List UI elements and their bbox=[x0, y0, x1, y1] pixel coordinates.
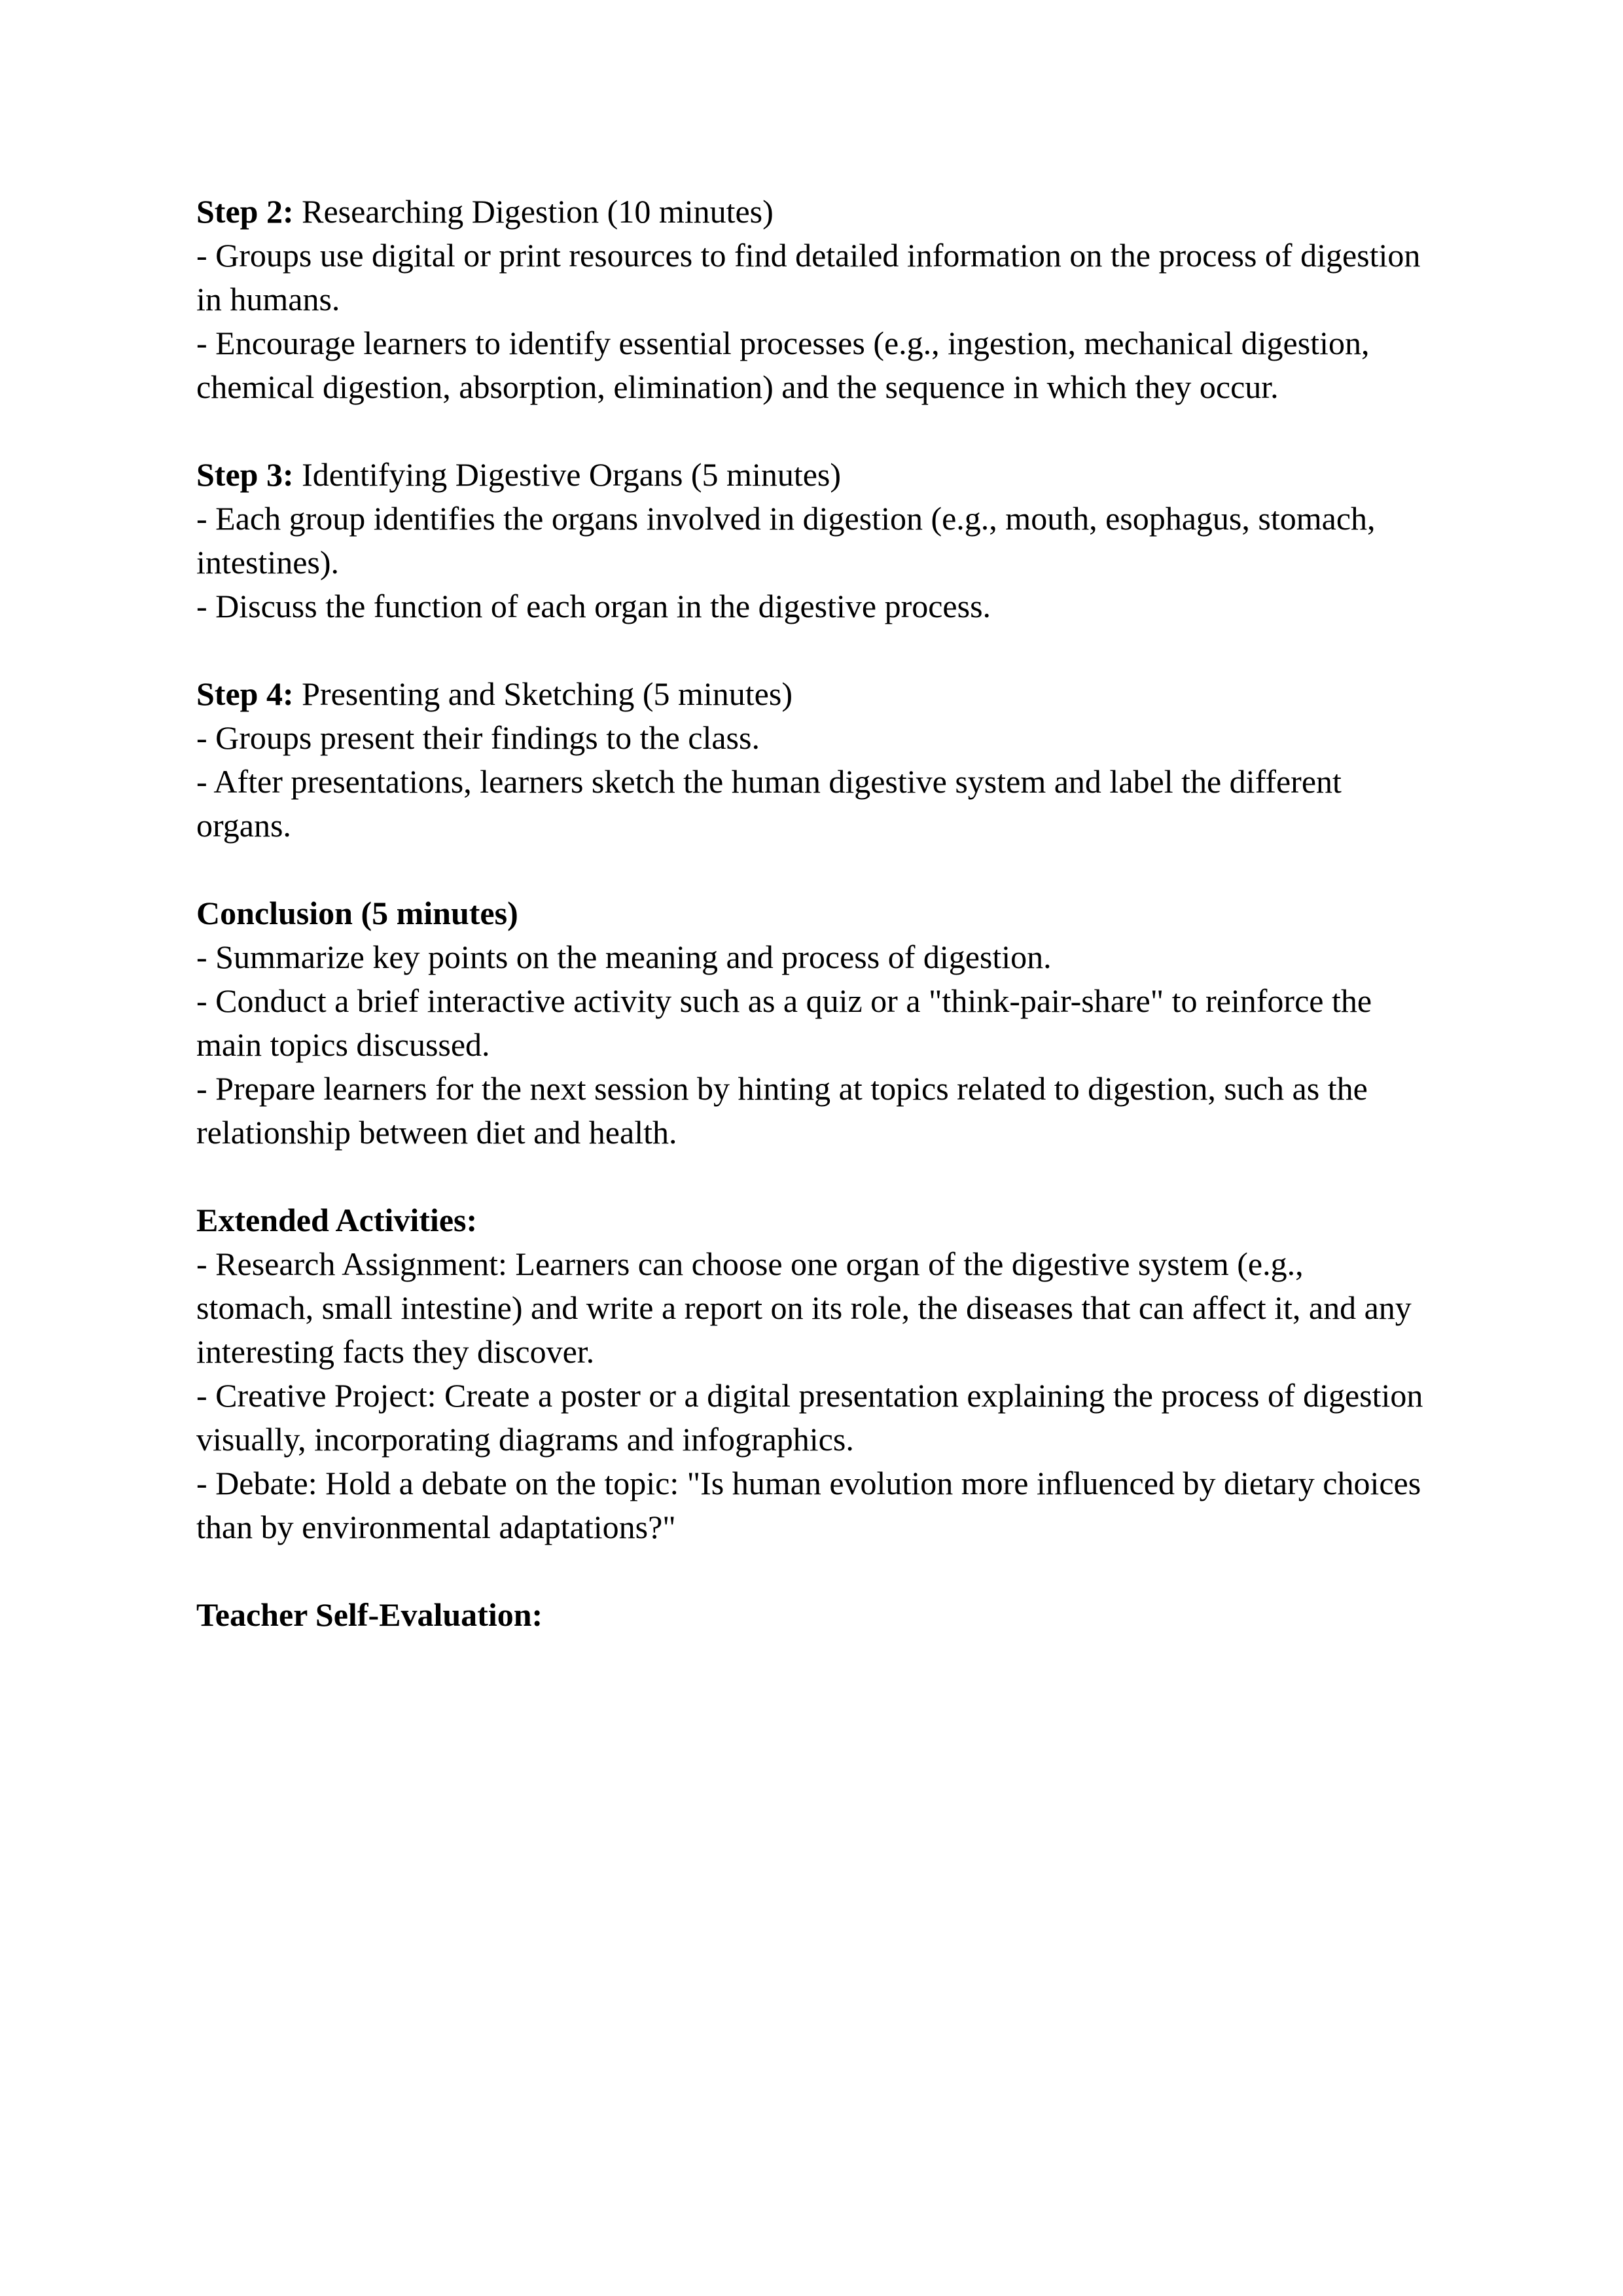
heading-bold-label: Step 2: bbox=[196, 193, 294, 230]
bullet-line: - Summarize key points on the meaning and process of digestion. bbox=[196, 939, 1052, 975]
heading-bold-label: Extended Activities: bbox=[196, 1202, 478, 1238]
bullet-line: - Groups present their findings to the class. bbox=[196, 719, 760, 756]
section-step-2 bbox=[196, 190, 1427, 409]
bullet-line: - Debate: Hold a debate on the topic: "Is human evolution more influenced by dietary choices than by environmental adaptations?" bbox=[196, 1465, 1421, 1545]
bullet-line: - After presentations, learners sketch the human digestive system and label the different organs. bbox=[196, 763, 1342, 844]
bullet-line: - Creative Project: Create a poster or a digital presentation explaining the process of digestion visually, incorporating diagrams and infographics. bbox=[196, 1377, 1423, 1458]
heading-bold-label: Step 3: bbox=[196, 456, 294, 493]
section-conclusion bbox=[196, 891, 1427, 1155]
section-heading bbox=[196, 891, 1427, 935]
heading-bold-label: Teacher Self-Evaluation: bbox=[196, 1596, 543, 1633]
bullet-line: - Encourage learners to identify essential processes (e.g., ingestion, mechanical digestion, chemical digestion, absorption, elimination) and the sequence in which they occur. bbox=[196, 325, 1370, 405]
section-step-4 bbox=[196, 672, 1427, 848]
section-heading bbox=[196, 672, 1427, 716]
bullet-line: - Research Assignment: Learners can choose one organ of the digestive system (e.g., stomach, small intestine) and write a report on its role, the diseases that can affect it, and any interesting facts they discover. bbox=[196, 1246, 1412, 1370]
section-heading bbox=[196, 190, 1427, 234]
heading-bold-label: Step 4: bbox=[196, 675, 294, 712]
bullet-line: - Prepare learners for the next session by hinting at topics related to digestion, such as the relationship between diet and health. bbox=[196, 1070, 1368, 1151]
bullet-line: - Discuss the function of each organ in the digestive process. bbox=[196, 588, 991, 624]
section-heading bbox=[196, 1198, 1427, 1242]
heading-text: Researching Digestion (10 minutes) bbox=[293, 193, 774, 230]
section-heading bbox=[196, 1593, 1427, 1637]
heading-text: Identifying Digestive Organs (5 minutes) bbox=[293, 456, 842, 493]
heading-bold-label: Conclusion (5 minutes) bbox=[196, 895, 518, 931]
section-step-3 bbox=[196, 453, 1427, 628]
heading-text: Presenting and Sketching (5 minutes) bbox=[293, 675, 793, 712]
section-teacher-self-evaluation bbox=[196, 1593, 1427, 1637]
bullet-line: - Groups use digital or print resources to find detailed information on the process of digestion in humans. bbox=[196, 237, 1421, 317]
section-extended-activities bbox=[196, 1198, 1427, 1549]
bullet-line: - Each group identifies the organs involved in digestion (e.g., mouth, esophagus, stomach, intestines). bbox=[196, 500, 1376, 581]
section-heading bbox=[196, 453, 1427, 497]
bullet-line: - Conduct a brief interactive activity such as a quiz or a "think-pair-share" to reinforce the main topics discussed. bbox=[196, 982, 1372, 1063]
